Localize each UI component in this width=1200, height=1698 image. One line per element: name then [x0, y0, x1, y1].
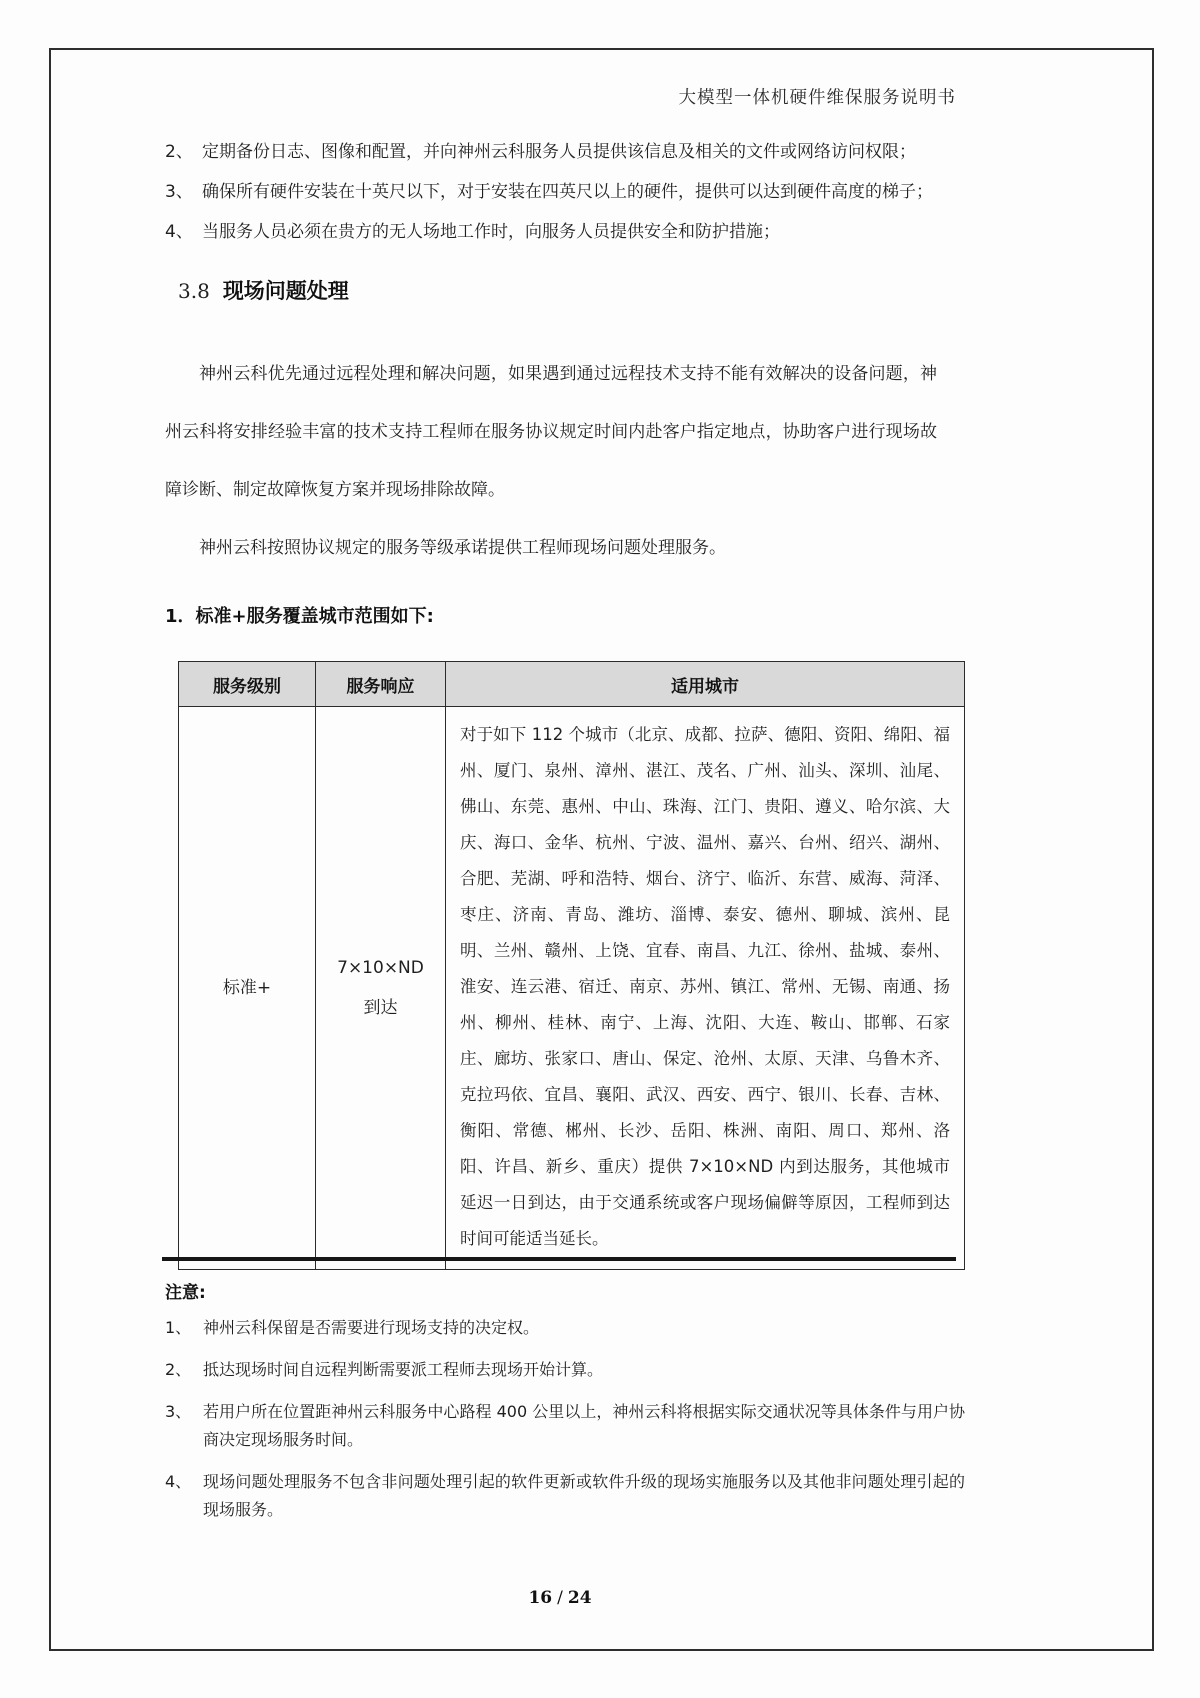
total-page-count: 24 [567, 1588, 592, 1608]
list-item-text: 定期备份日志、图像和配置，并向神州云科服务人员提供该信息及相关的文件或网络访问权限； [202, 142, 916, 162]
column-header-service-level: 服务级别 [179, 662, 316, 707]
service-response-line1: 7×10×ND [337, 958, 424, 978]
intro-numbered-list [165, 140, 957, 260]
note-item-text: 抵达现场时间自远程判断需要派工程师去现场开始计算。 [203, 1360, 604, 1379]
note-item-number: 2、 [165, 1360, 192, 1379]
notes-label: 注意: [165, 1283, 206, 1303]
list-item [165, 180, 957, 204]
body-paragraph: 神州云科优先通过远程处理和解决问题，如果遇到通过远程技术支持不能有效解决的设备问题，神州云科将安排经验丰富的技术支持工程师在服务协议规定时间内赴客户指定地点，协助客户进行现场故障诊断、制定故障恢复方案并现场排除故障。 [165, 364, 937, 500]
note-item-text: 若用户所在位置距神州云科服务中心路程 400 公里以上，神州云科将根据实际交通状况等具体条件与用户协商决定现场服务时间。 [203, 1402, 965, 1449]
table-row [179, 707, 965, 1270]
service-coverage-table [178, 661, 965, 1270]
list-item [165, 220, 957, 244]
list-item-text: 当服务人员必须在贵方的无人场地工作时，向服务人员提供安全和防护措施； [202, 222, 780, 242]
page-number-separator: / [557, 1588, 563, 1608]
list-item-number: 3、 [165, 182, 193, 202]
section-heading [178, 276, 349, 306]
list-item-text: 确保所有硬件安装在十英尺以下，对于安装在四英尺以上的硬件，提供可以达到硬件高度的梯子； [202, 182, 933, 202]
section-title: 现场问题处理 [222, 279, 349, 303]
note-item-number: 4、 [165, 1472, 192, 1491]
horizontal-divider-rule [162, 1257, 956, 1261]
service-response-line2: 到达 [363, 998, 398, 1018]
table-caption: 1．标准+服务覆盖城市范围如下: [165, 606, 434, 627]
current-page-number: 16 [528, 1588, 553, 1608]
body-paragraph: 神州云科按照协议规定的服务等级承诺提供工程师现场问题处理服务。 [199, 538, 726, 558]
page-number-footer [165, 1588, 955, 1608]
note-item-text: 神州云科保留是否需要进行现场支持的决定权。 [203, 1318, 540, 1337]
list-item [165, 140, 957, 164]
note-item-text: 现场问题处理服务不包含非问题处理引起的软件更新或软件升级的现场实施服务以及其他非问题处理引起的现场服务。 [203, 1472, 965, 1519]
note-item [165, 1398, 965, 1454]
list-item-number: 2、 [165, 142, 193, 162]
note-item [165, 1314, 965, 1342]
body-paragraphs [165, 345, 937, 577]
cell-service-response [316, 707, 446, 1270]
table-header-row [179, 662, 965, 707]
section-number: 3.8 [178, 279, 210, 303]
notes-numbered-list [165, 1314, 965, 1538]
cell-service-level: 标准+ [179, 707, 316, 1270]
column-header-service-response: 服务响应 [316, 662, 446, 707]
list-item-number: 4、 [165, 222, 193, 242]
cell-applicable-cities: 对于如下 112 个城市（北京、成都、拉萨、德阳、资阳、绵阳、福州、厦门、泉州、漳州、湛江、茂名、广州、汕头、深圳、汕尾、佛山、东莞、惠州、中山、珠海、江门、贵阳、遵义、哈尔滨、大庆、海口、金华、杭州、宁波、温州、嘉兴、台州、绍兴、湖州、合肥、芜湖、呼和浩特、烟台、济宁、临沂、东营、威海、菏泽、枣庄、济南、青岛、潍坊、淄博、泰安、德州、聊城、滨州、昆明、兰州、赣州、上饶、宜春、南昌、九江、徐州、盐城、泰州、淮安、连云港、宿迁、南京、苏州、镇江、常州、无锡、南通、扬州、柳州、桂林、南宁、上海、沈阳、大连、鞍山、邯郸、石家庄、廊坊、张家口、唐山、保定、沧州、太原、天津、乌鲁木齐、克拉玛依、宜昌、襄阳、武汉、西安、西宁、银川、长春、吉林、衡阳、常德、郴州、长沙、岳阳、株洲、南阳、周口、郑州、洛阳、许昌、新乡、重庆）提供 7×10×ND 内到达服务，其他城市延迟一日到达，由于交通系统或客户现场偏僻等原因，工程师到达时间可能适当延长。 [446, 707, 965, 1270]
note-item [165, 1356, 965, 1384]
document-header-title: 大模型一体机硬件维保服务说明书 [678, 88, 956, 108]
column-header-applicable-cities: 适用城市 [446, 662, 965, 707]
note-item [165, 1468, 965, 1524]
note-item-number: 3、 [165, 1402, 192, 1421]
note-item-number: 1、 [165, 1318, 192, 1337]
